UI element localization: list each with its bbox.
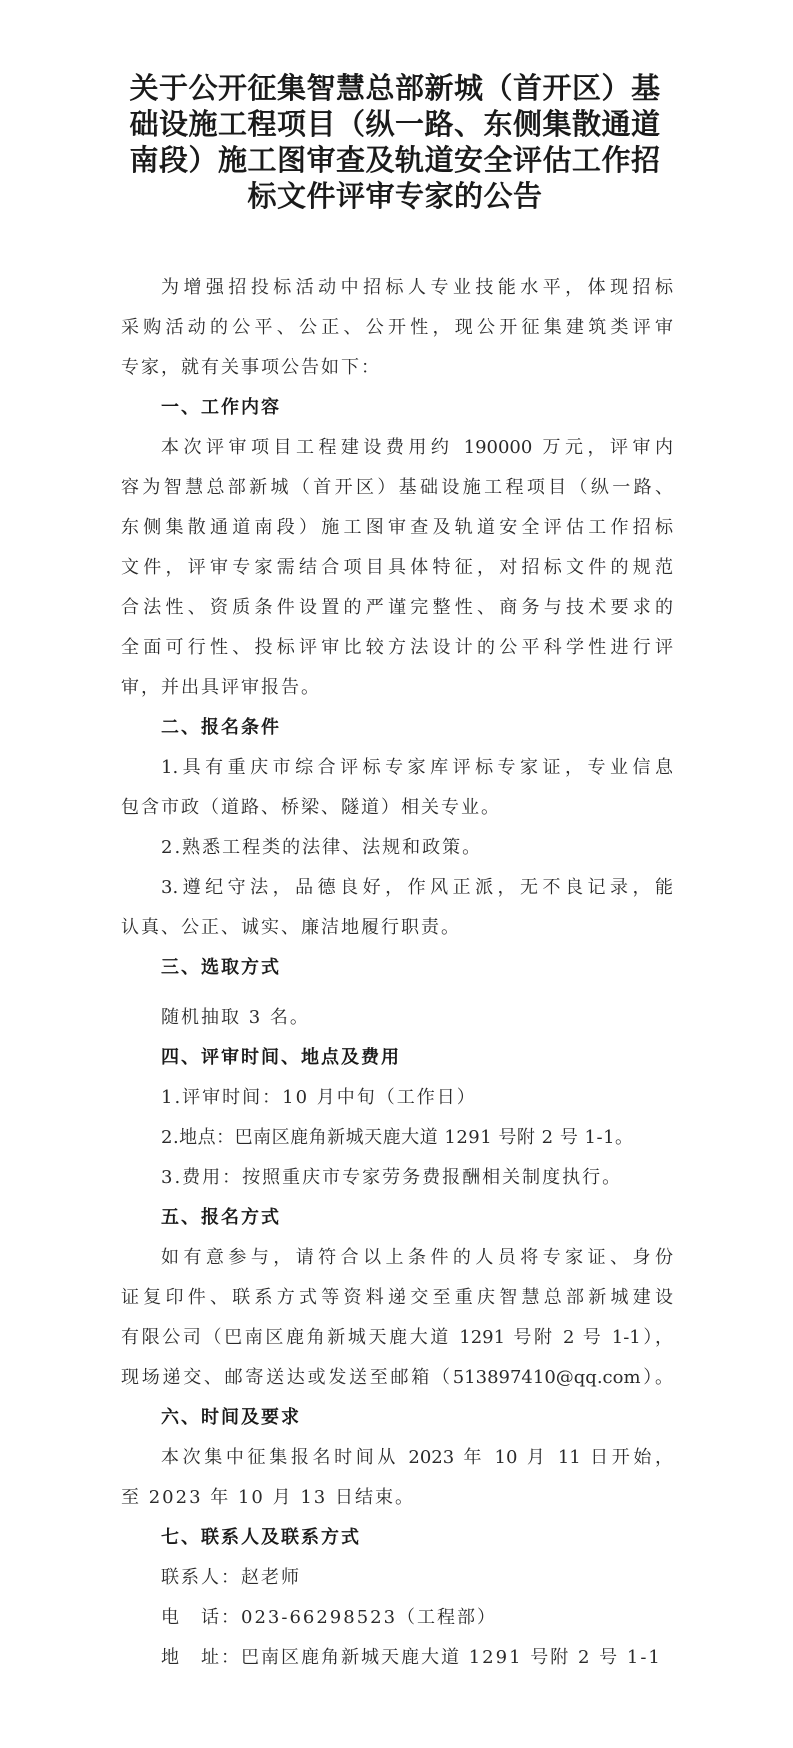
paragraph-line: 随机抽取 3 名。 [161, 1007, 310, 1028]
section-heading-registration-method: 五、报名方式 [161, 1207, 281, 1228]
section-heading-work-content: 一、工作内容 [161, 397, 281, 418]
intro-line: 专家，就有关事项公告如下： [121, 357, 381, 378]
section-heading-selection-method: 三、选取方式 [161, 957, 281, 978]
paragraph-line: 至 2023 年 10 月 13 日结束。 [121, 1487, 415, 1508]
paragraph-line: 全面可行性、投标评审比较方法设计的公平科学性进行评 [121, 637, 673, 658]
title-line: 标文件评审专家的公告 [247, 179, 543, 213]
paragraph-line: 如有意参与，请符合以上条件的人员将专家证、身份 [161, 1247, 673, 1268]
paragraph-line: 2.熟悉工程类的法律、法规和政策。 [161, 837, 483, 858]
paragraph-line: 合法性、资质条件设置的严谨完整性、商务与技术要求的 [121, 597, 673, 618]
contact-phone-row [121, 1598, 673, 1638]
paragraph-line: 本次集中征集报名时间从 2023 年 10 月 11 日开始， [161, 1447, 673, 1468]
announcement-body [121, 268, 673, 1678]
paragraph-line: 2.地点：巴南区鹿角新城天鹿大道 1291 号附 2 号 1-1。 [161, 1127, 634, 1148]
paragraph-line: 1.具有重庆市综合评标专家库评标专家证，专业信息 [161, 757, 673, 778]
contact-person-row [121, 1558, 673, 1598]
section-heading-contact: 七、联系人及联系方式 [161, 1527, 361, 1548]
contact-phone-label: 电 话： [161, 1607, 241, 1628]
paragraph-line: 3.遵纪守法，品德良好，作风正派，无不良记录，能 [161, 877, 673, 898]
contact-person-label: 联系人： [161, 1567, 241, 1588]
title-line: 关于公开征集智慧总部新城（首开区）基 [129, 71, 661, 105]
section-heading-requirements: 二、报名条件 [161, 717, 281, 738]
spacer [121, 988, 673, 998]
paragraph-line: 容为智慧总部新城（首开区）基础设施工程项目（纵一路、 [121, 477, 673, 498]
announcement-title [115, 70, 675, 214]
paragraph-line: 东侧集散通道南段）施工图审查及轨道安全评估工作招标 [121, 517, 673, 538]
contact-address-row [121, 1638, 673, 1678]
title-line: 南段）施工图审查及轨道安全评估工作招 [129, 143, 661, 177]
contact-phone-value: 023-66298523（工程部） [241, 1607, 498, 1628]
contact-address-value: 巴南区鹿角新城天鹿大道 1291 号附 2 号 1-1 [241, 1647, 662, 1668]
paragraph-line: 审，并出具评审报告。 [121, 677, 321, 698]
intro-line: 采购活动的公平、公正、公开性，现公开征集建筑类评审 [121, 317, 673, 338]
contact-person-value: 赵老师 [241, 1567, 301, 1588]
paragraph-line: 1.评审时间：10 月中旬（工作日） [161, 1087, 477, 1108]
paragraph-line: 认真、公正、诚实、廉洁地履行职责。 [121, 917, 461, 938]
title-line: 础设施工程项目（纵一路、东侧集散通道 [129, 107, 661, 141]
paragraph-line: 本次评审项目工程建设费用约 190000 万元，评审内 [161, 437, 673, 458]
contact-address-label: 地 址： [161, 1647, 241, 1668]
paragraph-line: 文件，评审专家需结合项目具体特征，对招标文件的规范 [121, 557, 673, 578]
paragraph-line: 证复印件、联系方式等资料递交至重庆智慧总部新城建设 [121, 1287, 673, 1308]
paragraph-line: 现场递交、邮寄送达或发送至邮箱（513897410@qq.com）。 [121, 1367, 673, 1388]
paragraph-line: 3.费用：按照重庆市专家劳务费报酬相关制度执行。 [161, 1167, 623, 1188]
section-heading-time-requirements: 六、时间及要求 [161, 1407, 301, 1428]
section-heading-time-place-fee: 四、评审时间、地点及费用 [161, 1047, 401, 1068]
paragraph-line: 包含市政（道路、桥梁、隧道）相关专业。 [121, 797, 501, 818]
intro-line: 为增强招投标活动中招标人专业技能水平，体现招标 [161, 277, 673, 298]
paragraph-line: 有限公司（巴南区鹿角新城天鹿大道 1291 号附 2 号 1-1）， [121, 1327, 673, 1348]
